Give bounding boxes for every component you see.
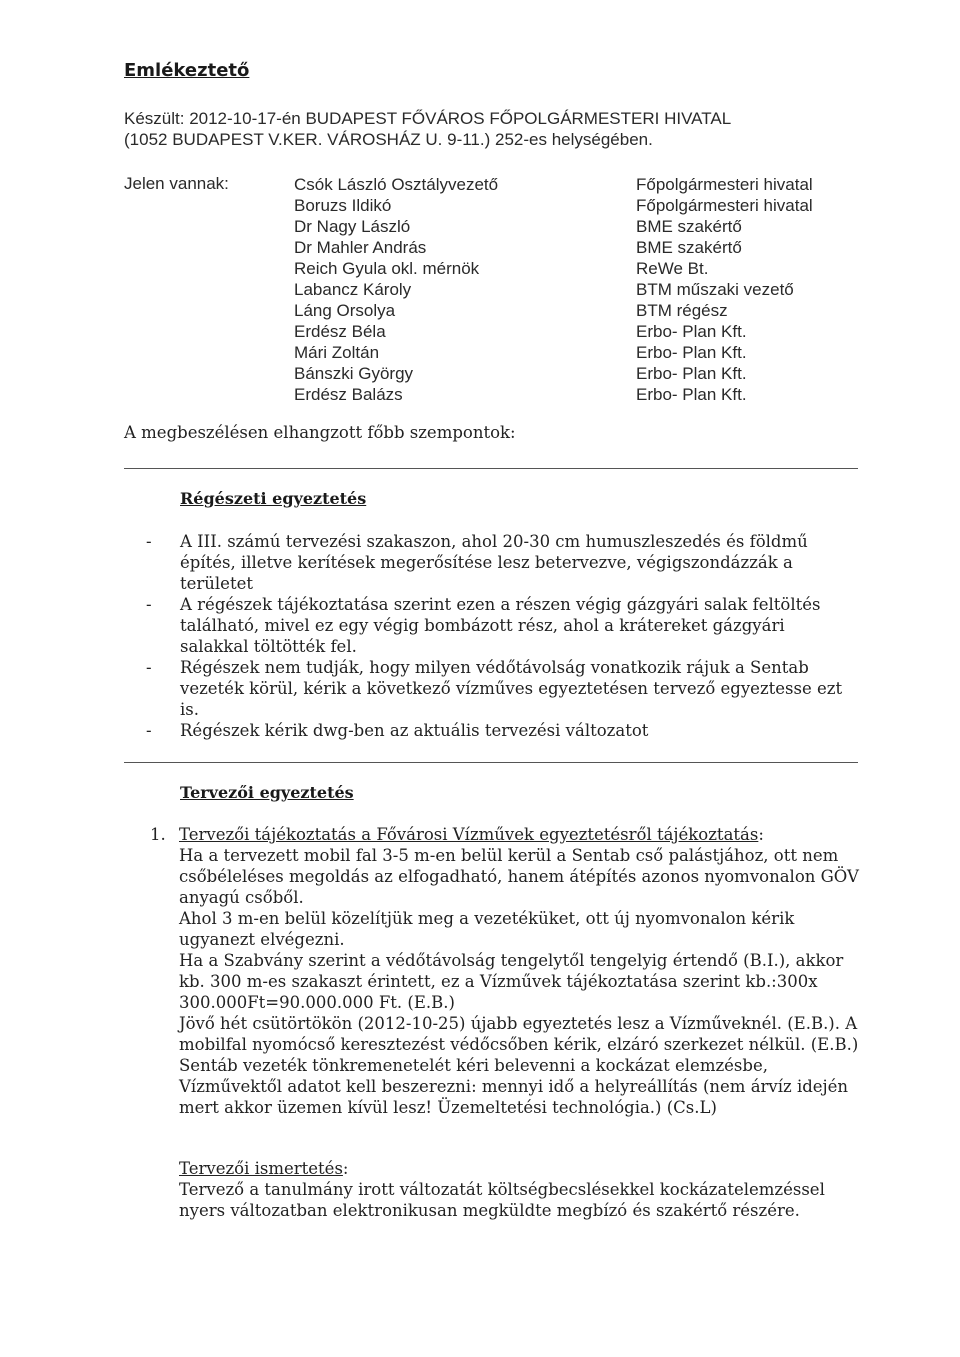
sub-heading-text: Tervezői ismertetés (179, 1159, 343, 1178)
list-item-text: Régészek kérik dwg-ben az aktuális tervezési változatot (180, 721, 649, 740)
divider (124, 762, 858, 763)
section-title-design: Tervezői egyeztetés (180, 783, 354, 802)
prepared-statement (124, 108, 844, 150)
attendee-org: Erbo- Plan Kft. (636, 364, 747, 383)
paragraph: Ahol 3 m-en belül közelítjük meg a vezetéküket, ott új nyomvonalon kérik ugyanezt elvégezni. (179, 909, 795, 949)
attendee-name: Reich Gyula okl. mérnök (294, 259, 480, 278)
paragraph: Ha a tervezett mobil fal 3-5 m-en belül kerül a Sentab cső palástjához, ott nem csőbéleléses megoldás az elfogadható, hanem átépítés azonos nyomvonalon GÖV anyagú csőből. (179, 846, 859, 907)
attendee-org: BME szakértő (636, 217, 742, 236)
item-heading-colon: : (758, 825, 764, 844)
discussion-intro: A megbeszélésen elhangzott főbb szempontok: (124, 423, 516, 442)
list-item (124, 657, 844, 720)
sub-heading-colon: : (342, 1159, 349, 1178)
list-item (124, 720, 844, 741)
archaeology-points (124, 531, 844, 741)
document-title: Emlékeztető (124, 60, 250, 81)
paragraph: Jövő hét csütörtökön (2012-10-25) újabb egyeztetés lesz a Vízműveknél. (E.B.). A mobilfal nyomócső keresztezést védőcsőben kérik, elzáró szerkezet nélkül. (E.B.) Sentáb vezeték tönkremenetelét kéri belevenni a kockázat elemzésbe, Vízművektől adatot kell beszerezni: mennyi idő a helyreállítás (nem árvíz idején mert akkor üzemen kívül lesz! Üzemeltetési technológia.) (Cs.L) (179, 1014, 859, 1117)
attendee-name: Dr Mahler András (294, 238, 427, 257)
attendee-name: Mári Zoltán (294, 343, 380, 362)
present-label: Jelen vannak: (124, 174, 229, 193)
attendee-organizations (636, 174, 813, 405)
sub-heading (179, 1158, 859, 1179)
item-heading-text: Tervezői tájékoztatás a Fővárosi Vízművek egyeztetésről tájékoztatás (179, 825, 759, 844)
attendee-org: Erbo- Plan Kft. (636, 322, 747, 341)
attendee-name: Bánszki György (294, 364, 414, 383)
paragraph: Ha a Szabvány szerint a védőtávolság tengelytől tengelyig értendő (B.I.), akkor kb. 300 m-es szakaszt érintett, ez a Vízművek tájékoztatása szerint kb.:300x 300.000Ft=90.000.000 Ft. (E.B.) (179, 951, 844, 1012)
prepared-line-2: (1052 BUDAPEST V.KER. VÁROSHÁZ U. 9-11.) 252-es helységében. (124, 130, 653, 149)
attendee-name: Labancz Károly (294, 280, 412, 299)
attendee-names (294, 174, 498, 405)
attendee-name: Láng Orsolya (294, 301, 396, 320)
list-item-text: Régészek nem tudják, hogy milyen védőtávolság vonatkozik rájuk a Sentab vezeték körül, kérik a következő vízműves egyeztetésen tervező egyeztesse ezt is. (180, 658, 843, 719)
dash-marker: - (146, 532, 152, 551)
attendee-name: Erdész Balázs (294, 385, 403, 404)
list-item (124, 594, 844, 657)
attendee-org: Erbo- Plan Kft. (636, 343, 747, 362)
prepared-line-1: Készült: 2012-10-17-én BUDAPEST FŐVÁROS FŐPOLGÁRMESTERI HIVATAL (124, 109, 732, 128)
attendee-org: Főpolgármesteri hivatal (636, 196, 813, 215)
attendee-org: BTM régész (636, 301, 728, 320)
attendee-org: Főpolgármesteri hivatal (636, 175, 813, 194)
paragraph: Tervező a tanulmány irott változatát költségbecslésekkel kockázatelemzéssel nyers változatban elektronikusan megküldte megbízó és szakértő részére. (179, 1180, 825, 1220)
attendee-name: Dr Nagy László (294, 217, 411, 236)
section-title-archaeology: Régészeti egyeztetés (180, 489, 367, 508)
design-presentation (179, 1158, 859, 1221)
list-item (124, 531, 844, 594)
dash-marker: - (146, 595, 152, 614)
dash-marker: - (146, 658, 152, 677)
item-number: 1. (150, 825, 166, 844)
divider (124, 468, 858, 469)
list-item-text: A régészek tájékoztatása szerint ezen a részen végig gázgyári salak feltöltés található, mivel ez egy végig bombázott rész, ahol a krátereket gázgyári salakkal töltötték fel. (180, 595, 821, 656)
attendee-name: Csók László Osztályvezető (294, 175, 499, 194)
attendee-org: BTM műszaki vezető (636, 280, 794, 299)
attendee-org: Erbo- Plan Kft. (636, 385, 747, 404)
attendee-name: Boruzs Ildikó (294, 196, 392, 215)
attendee-org: BME szakértő (636, 238, 742, 257)
design-item-body (179, 824, 859, 1118)
attendee-name: Erdész Béla (294, 322, 386, 341)
attendee-org: ReWe Bt. (636, 259, 709, 278)
item-heading (179, 824, 859, 845)
list-item-text: A III. számú tervezési szakaszon, ahol 20-30 cm humuszleszedés és földmű építés, illetve kerítések megerősítése lesz betervezve, végigszondázzák a területet (180, 532, 808, 593)
dash-marker: - (146, 721, 152, 740)
